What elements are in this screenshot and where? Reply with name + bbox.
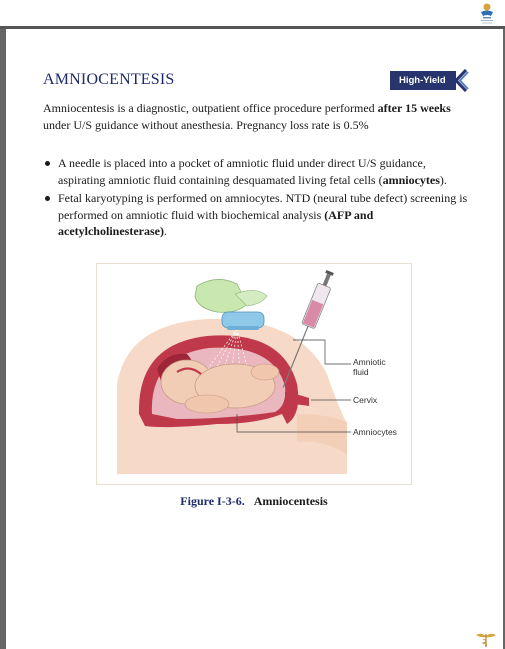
page-top-margin xyxy=(0,0,505,26)
label-amniocytes: Amniocytes xyxy=(353,427,397,437)
figure-caption: Figure I-3-6. Amniocentesis xyxy=(180,494,328,508)
bullet-list xyxy=(43,155,468,242)
section-title: AMNIOCENTESIS xyxy=(43,71,175,88)
label-amniotic-fluid: Amniotic fluid xyxy=(353,357,386,377)
list-item: A needle is placed into a pocket of amniotic fluid under direct U/S guidance, aspirating amniotic fluid containing desquamated living fetal cells (amniocytes). xyxy=(43,155,468,188)
caduceus-icon xyxy=(475,631,497,647)
intro-paragraph: Amniocentesis is a diagnostic, outpatient office procedure performed after 15 weeks under U/S guidance without anesthesia. Pregnancy loss rate is 0.5% xyxy=(43,101,451,132)
bullet-icon xyxy=(45,161,50,166)
bullet-icon xyxy=(45,196,50,201)
left-page-edge xyxy=(0,29,6,649)
list-item: Fetal karyotyping is performed on amniocytes. NTD (neural tube defect) screening is performed on amniotic fluid with biochemical analysis (AFP and acetylcholinesterase). xyxy=(43,190,468,240)
chevron-left-icon xyxy=(453,69,469,92)
publisher-logo-icon xyxy=(477,1,497,25)
high-yield-badge: High-Yield xyxy=(390,71,456,90)
top-divider xyxy=(0,26,505,29)
label-cervix: Cervix xyxy=(353,395,378,405)
